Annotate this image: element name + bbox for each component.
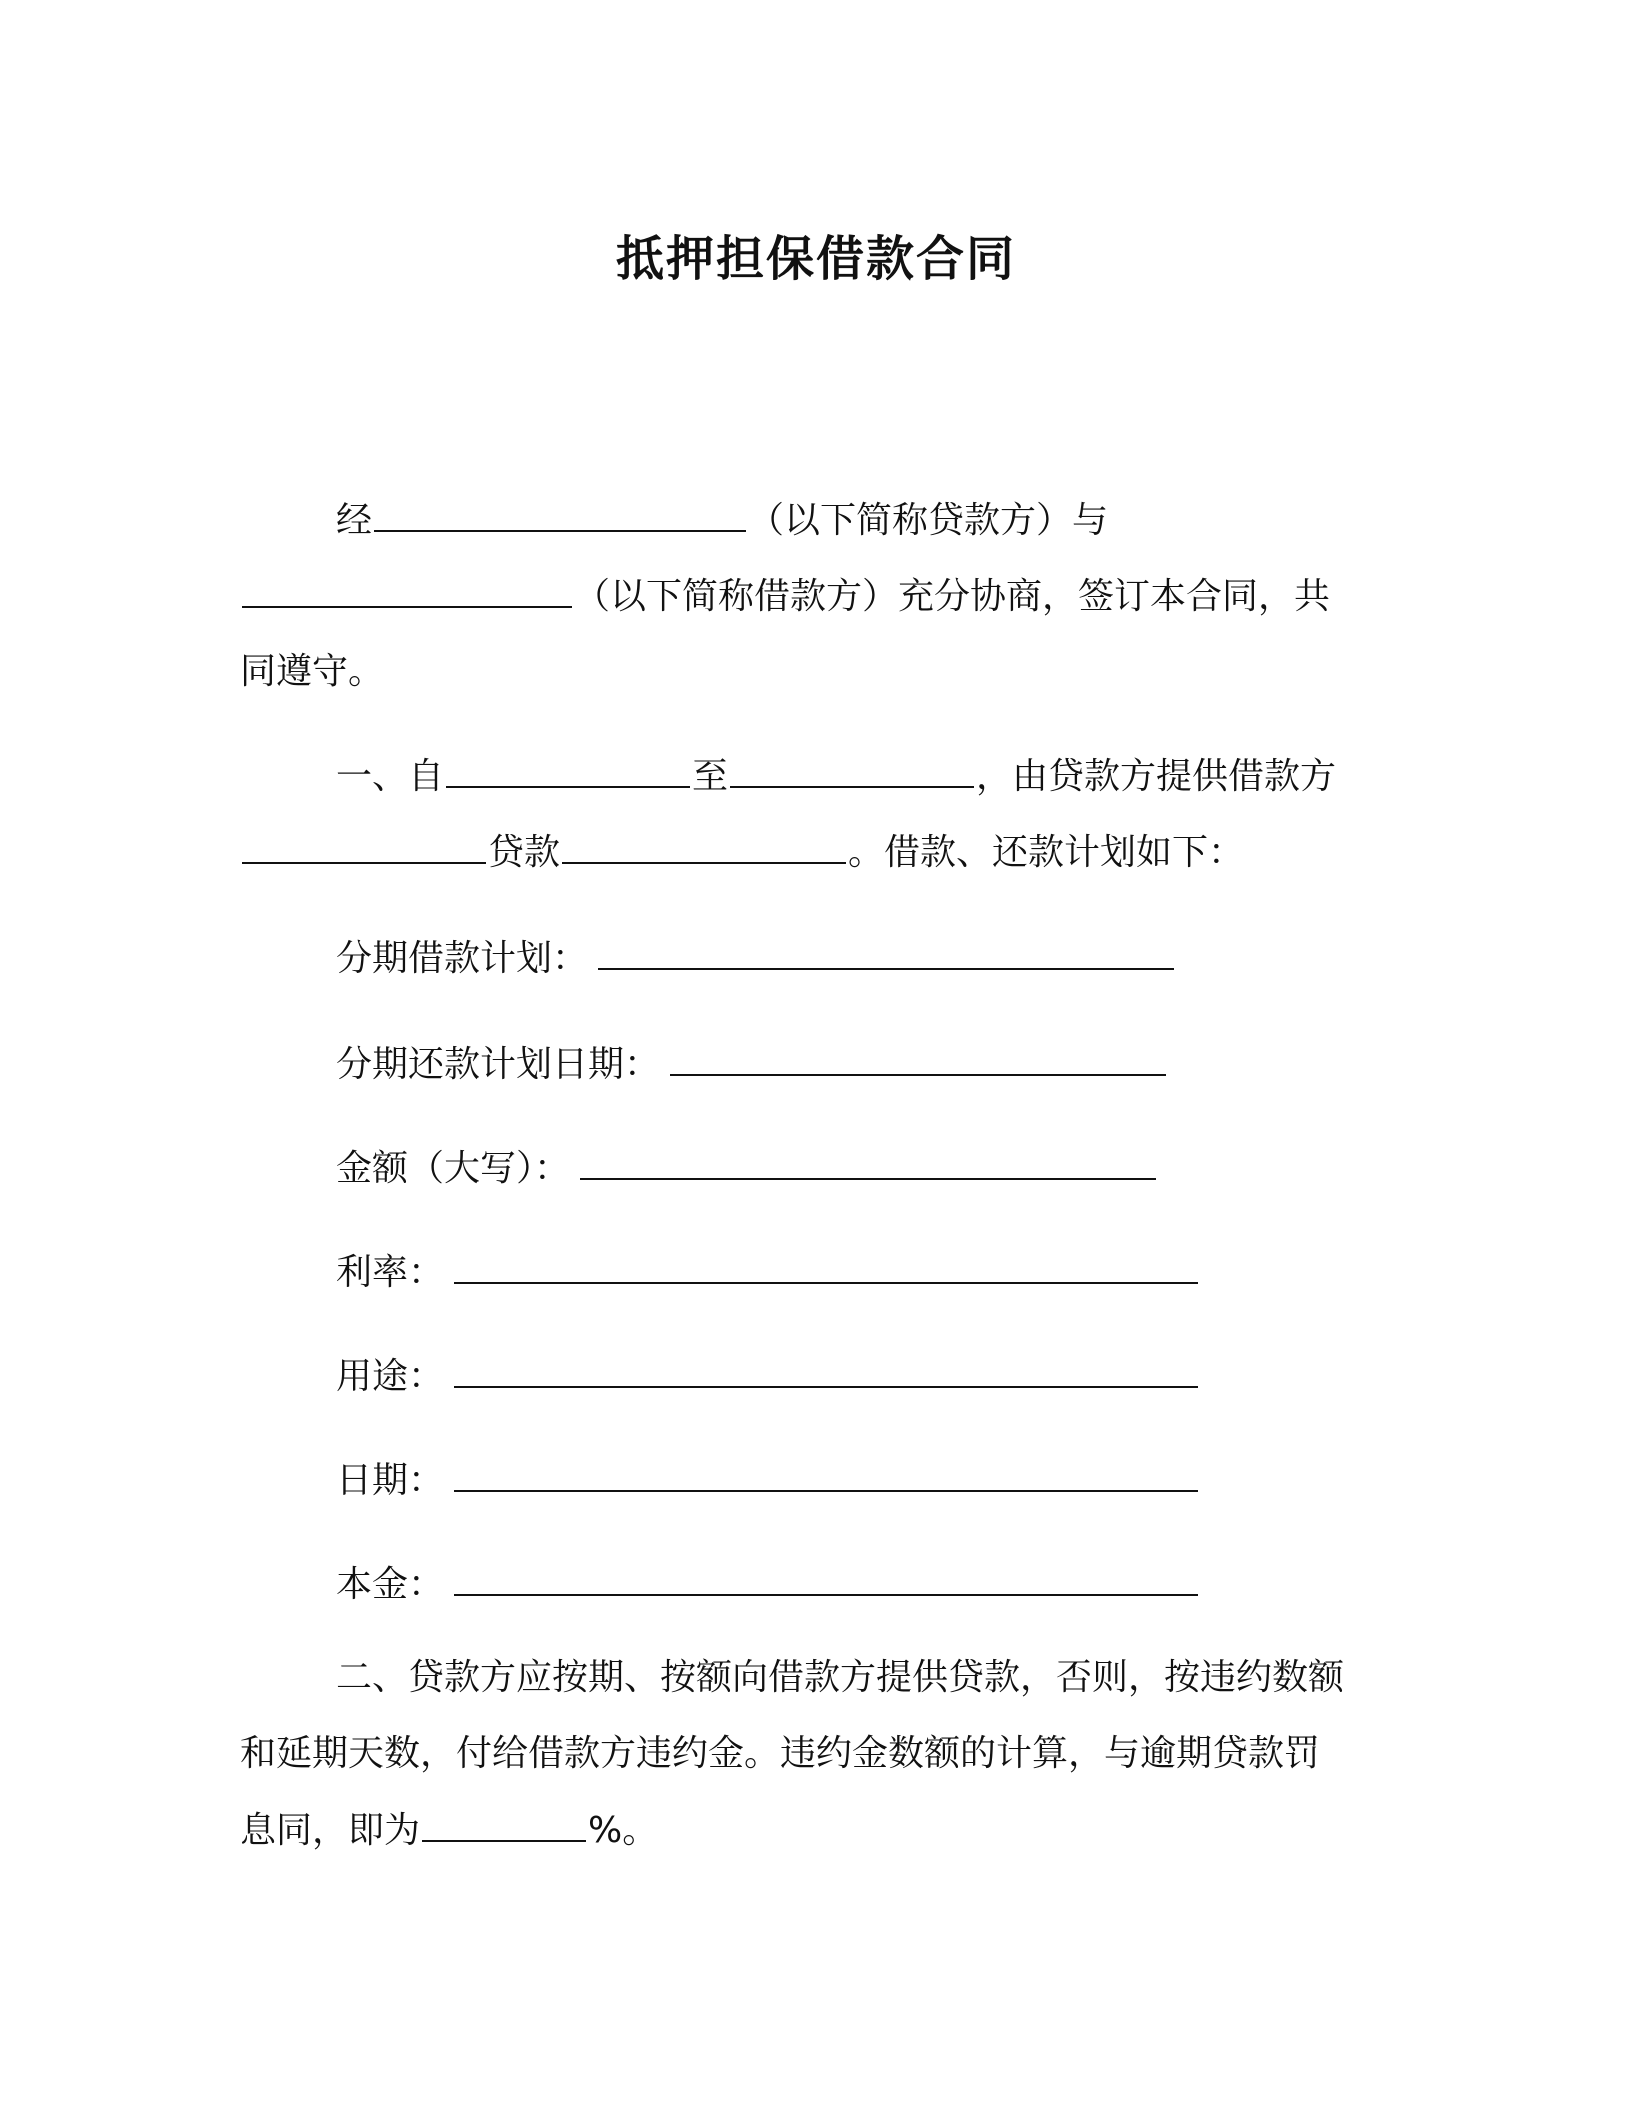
field-label: 分期还款计划日期： [336, 1044, 661, 1085]
field-blank[interactable] [598, 934, 1174, 970]
clause1-from-label: 一、自 [336, 756, 445, 797]
field-amount-in-words [336, 1144, 1158, 1193]
preamble-borrower-suffix: （以下简称借款方）充分协商，签订本合同，共 [574, 576, 1331, 617]
end-date-blank[interactable] [730, 752, 974, 788]
field-label: 利率： [336, 1252, 445, 1293]
clause2-percent: %。 [588, 1810, 659, 1851]
preamble-line-3: 同遵守。 [240, 651, 385, 692]
field-purpose [336, 1352, 1200, 1401]
field-installment-repayment-date [336, 1040, 1168, 1089]
field-blank[interactable] [580, 1144, 1156, 1180]
clause1-provide-text: ，由贷款方提供借款方 [976, 756, 1337, 797]
preamble-line-1 [336, 496, 1108, 545]
preamble-prefix: 经 [336, 500, 373, 541]
field-label: 金额（大写）： [336, 1148, 571, 1189]
field-interest-rate [336, 1248, 1200, 1297]
clause1-loan-label: 贷款 [488, 832, 561, 873]
clause1-line-2 [240, 828, 1244, 877]
document-title: 抵押担保借款合同 [615, 231, 1016, 287]
field-blank[interactable] [670, 1040, 1166, 1076]
clause2-line-3 [240, 1806, 658, 1855]
start-date-blank[interactable] [446, 752, 690, 788]
preamble-lender-suffix: （以下简称贷款方）与 [748, 500, 1109, 541]
field-label: 日期： [336, 1460, 445, 1501]
field-principal [336, 1560, 1200, 1609]
field-blank[interactable] [454, 1456, 1198, 1492]
field-blank[interactable] [454, 1560, 1198, 1596]
field-date [336, 1456, 1200, 1505]
field-label: 用途： [336, 1356, 445, 1397]
clause1-line-1 [336, 752, 1336, 801]
field-blank[interactable] [454, 1352, 1198, 1388]
field-installment-borrowing-plan [336, 934, 1176, 983]
preamble-line-2 [240, 572, 1330, 621]
lender-name-blank[interactable] [374, 496, 746, 532]
penalty-rate-blank[interactable] [422, 1806, 586, 1842]
clause2-rate-label: 息同，即为 [240, 1810, 421, 1851]
loan-type-blank[interactable] [242, 828, 486, 864]
clause1-plan-text: 。借款、还款计划如下： [848, 832, 1245, 873]
loan-amount-blank[interactable] [562, 828, 846, 864]
field-label: 分期借款计划： [336, 938, 589, 979]
borrower-name-blank[interactable] [242, 572, 572, 608]
clause2-line-1: 二、贷款方应按期、按额向借款方提供贷款，否则，按违约数额 [336, 1657, 1345, 1698]
clause2-line-2: 和延期天数，付给借款方违约金。违约金数额的计算，与逾期贷款罚 [240, 1733, 1321, 1774]
field-label: 本金： [336, 1564, 445, 1605]
clause1-to-label: 至 [692, 756, 729, 797]
field-blank[interactable] [454, 1248, 1198, 1284]
